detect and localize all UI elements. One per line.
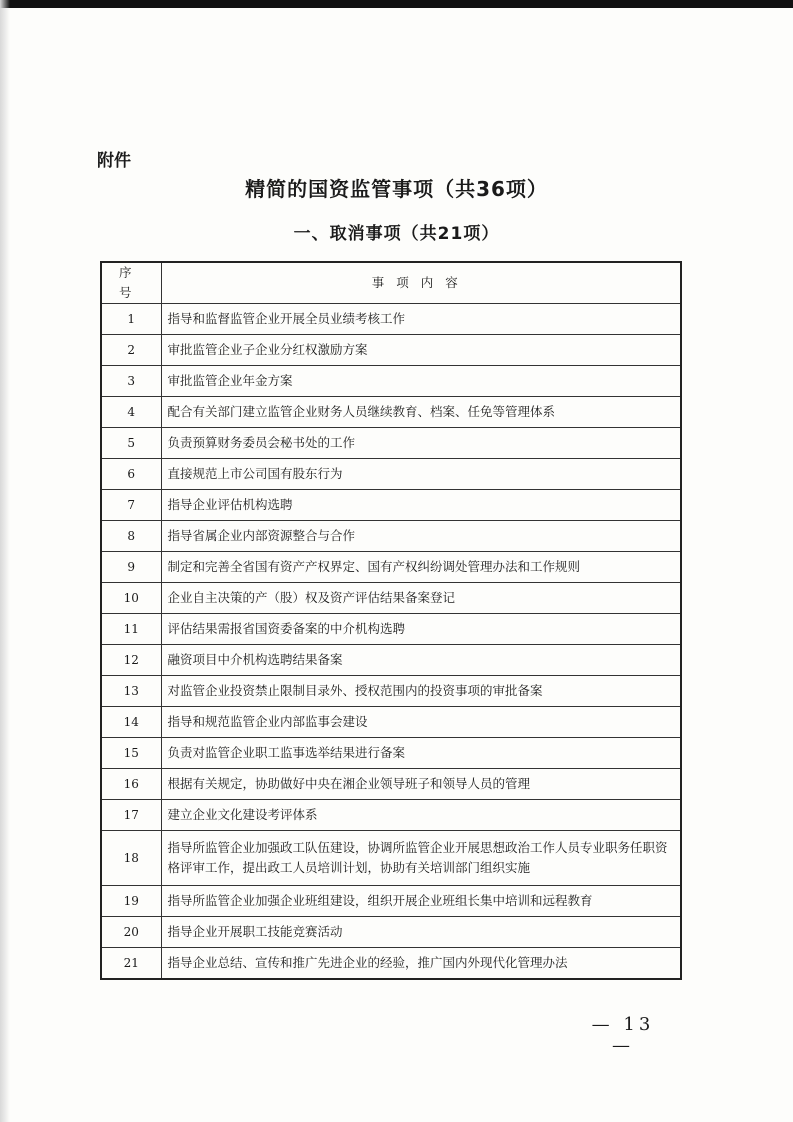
row-number: 21 bbox=[101, 948, 161, 980]
row-content: 审批监管企业年金方案 bbox=[161, 366, 681, 397]
table-row bbox=[101, 335, 681, 366]
table-row bbox=[101, 521, 681, 552]
table-row bbox=[101, 304, 681, 335]
row-content: 负责对监管企业职工监事选举结果进行备案 bbox=[161, 738, 681, 769]
table-row bbox=[101, 707, 681, 738]
row-content: 建立企业文化建设考评体系 bbox=[161, 800, 681, 831]
table-row bbox=[101, 583, 681, 614]
row-content: 审批监管企业子企业分红权激励方案 bbox=[161, 335, 681, 366]
scan-top-border bbox=[0, 0, 793, 8]
row-number: 17 bbox=[101, 800, 161, 831]
table-row bbox=[101, 769, 681, 800]
row-content: 配合有关部门建立监管企业财务人员继续教育、档案、任免等管理体系 bbox=[161, 397, 681, 428]
row-content: 评估结果需报省国资委备案的中介机构选聘 bbox=[161, 614, 681, 645]
row-content: 指导企业总结、宣传和推广先进企业的经验，推广国内外现代化管理办法 bbox=[161, 948, 681, 980]
table-body bbox=[101, 304, 681, 980]
row-number: 15 bbox=[101, 738, 161, 769]
items-table bbox=[100, 261, 682, 980]
table-row bbox=[101, 552, 681, 583]
table-row bbox=[101, 676, 681, 707]
row-number: 1 bbox=[101, 304, 161, 335]
row-number: 7 bbox=[101, 490, 161, 521]
row-content: 指导和监督监管企业开展全员业绩考核工作 bbox=[161, 304, 681, 335]
row-number: 2 bbox=[101, 335, 161, 366]
row-number: 5 bbox=[101, 428, 161, 459]
row-number: 6 bbox=[101, 459, 161, 490]
page-number: — 13 — bbox=[591, 1014, 655, 1056]
table-row bbox=[101, 886, 681, 917]
scan-left-edge bbox=[0, 0, 10, 1122]
row-content: 直接规范上市公司国有股东行为 bbox=[161, 459, 681, 490]
table-row bbox=[101, 645, 681, 676]
row-number: 9 bbox=[101, 552, 161, 583]
row-number: 4 bbox=[101, 397, 161, 428]
table-header-row bbox=[101, 262, 681, 304]
row-number: 18 bbox=[101, 831, 161, 886]
row-content: 对监管企业投资禁止限制目录外、授权范围内的投资事项的审批备案 bbox=[161, 676, 681, 707]
row-number: 19 bbox=[101, 886, 161, 917]
table-row bbox=[101, 738, 681, 769]
table-row bbox=[101, 366, 681, 397]
table-row bbox=[101, 459, 681, 490]
table-row bbox=[101, 614, 681, 645]
table-row bbox=[101, 397, 681, 428]
row-number: 8 bbox=[101, 521, 161, 552]
table-row bbox=[101, 831, 681, 886]
row-content: 指导所监管企业加强政工队伍建设，协调所监管企业开展思想政治工作人员专业职务任职资格评审工作，提出政工人员培训计划，协助有关培训部门组织实施 bbox=[161, 831, 681, 886]
row-number: 3 bbox=[101, 366, 161, 397]
table-row bbox=[101, 800, 681, 831]
table-row bbox=[101, 948, 681, 980]
table-row bbox=[101, 428, 681, 459]
attachment-label: 附件 bbox=[97, 151, 131, 171]
table-row bbox=[101, 490, 681, 521]
header-number: 序号 bbox=[101, 262, 161, 304]
row-number: 14 bbox=[101, 707, 161, 738]
header-content: 事项内容 bbox=[161, 262, 681, 304]
row-number: 11 bbox=[101, 614, 161, 645]
row-content: 指导和规范监管企业内部监事会建设 bbox=[161, 707, 681, 738]
row-content: 制定和完善全省国有资产产权界定、国有产权纠纷调处管理办法和工作规则 bbox=[161, 552, 681, 583]
document-title: 精简的国资监管事项（共36项） bbox=[245, 177, 548, 201]
row-number: 12 bbox=[101, 645, 161, 676]
row-number: 10 bbox=[101, 583, 161, 614]
row-content: 指导企业评估机构选聘 bbox=[161, 490, 681, 521]
row-content: 根据有关规定，协助做好中央在湘企业领导班子和领导人员的管理 bbox=[161, 769, 681, 800]
row-number: 20 bbox=[101, 917, 161, 948]
row-content: 指导省属企业内部资源整合与合作 bbox=[161, 521, 681, 552]
row-content: 指导所监管企业加强企业班组建设，组织开展企业班组长集中培训和远程教育 bbox=[161, 886, 681, 917]
section-title: 一、取消事项（共21项） bbox=[293, 224, 500, 244]
row-content: 融资项目中介机构选聘结果备案 bbox=[161, 645, 681, 676]
row-content: 负责预算财务委员会秘书处的工作 bbox=[161, 428, 681, 459]
row-content: 企业自主决策的产（股）权及资产评估结果备案登记 bbox=[161, 583, 681, 614]
row-number: 16 bbox=[101, 769, 161, 800]
row-number: 13 bbox=[101, 676, 161, 707]
table-row bbox=[101, 917, 681, 948]
row-content: 指导企业开展职工技能竞赛活动 bbox=[161, 917, 681, 948]
